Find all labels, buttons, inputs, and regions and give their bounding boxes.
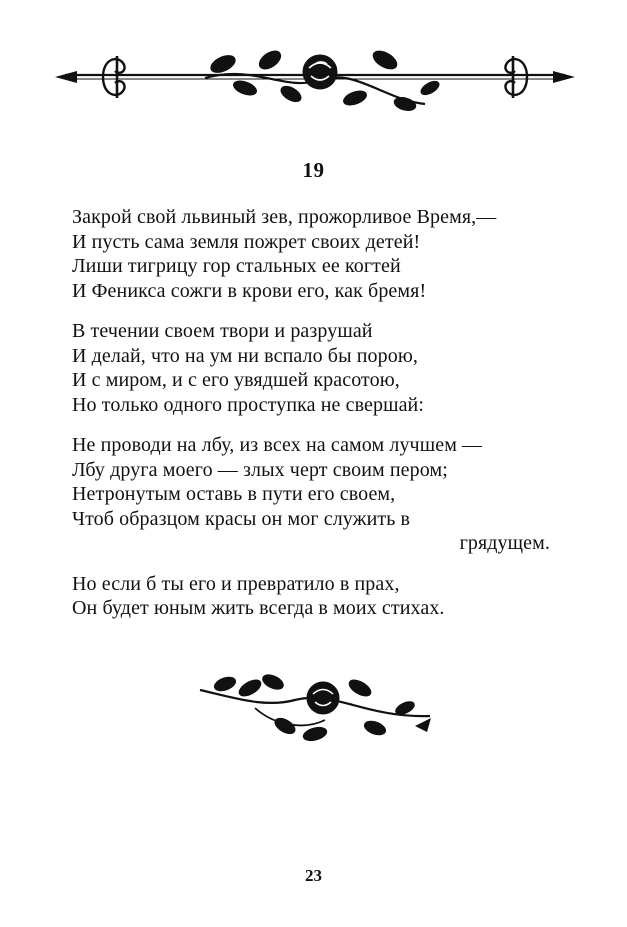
sonnet-number: 19 (302, 158, 325, 182)
poem-line: Но если б ты его и превратило в прах, (72, 572, 400, 595)
poem-line: Лбу друга моего — злых черт своим пером; (72, 458, 448, 481)
page-number: 23 (305, 866, 322, 885)
poem-line: И с миром, и с его увядшей красотою, (72, 369, 400, 391)
stanza (72, 319, 552, 417)
poem-line: И пусть сама земля пожрет своих детей! (72, 230, 421, 253)
poem-body (72, 205, 552, 637)
stanza (72, 205, 552, 303)
stanza (72, 572, 552, 621)
poem-line: Он будет юным жить всегда в моих стихах. (72, 597, 445, 619)
poem-line: Нетронутым оставь в пути его своем, (72, 483, 396, 505)
poem-line: Чтоб образцом красы он мог служить в (72, 507, 411, 530)
stanza (72, 433, 552, 556)
rose-vine-ornament-icon (195, 668, 435, 748)
poem-line: Не проводи на лбу, из всех на самом лучшем — (72, 434, 483, 456)
poem-line-continuation: грядущем. (459, 532, 550, 554)
poem-line: В течении своем твори и разрушай (72, 320, 373, 342)
poem-line: Но только одного проступка не свершай: (72, 393, 425, 416)
poem-line: И делай, что на ум ни вспало бы порою, (72, 344, 418, 367)
poem-line: И Феникса сожги в крови его, как бремя! (72, 279, 427, 302)
poem-line: Закрой свой львиный зев, прожорливое Время,— (72, 206, 497, 228)
rose-vine-scroll-ornament-icon (55, 42, 575, 120)
poem-line: Лиши тигрицу гор стальных ее когтей (72, 255, 401, 277)
